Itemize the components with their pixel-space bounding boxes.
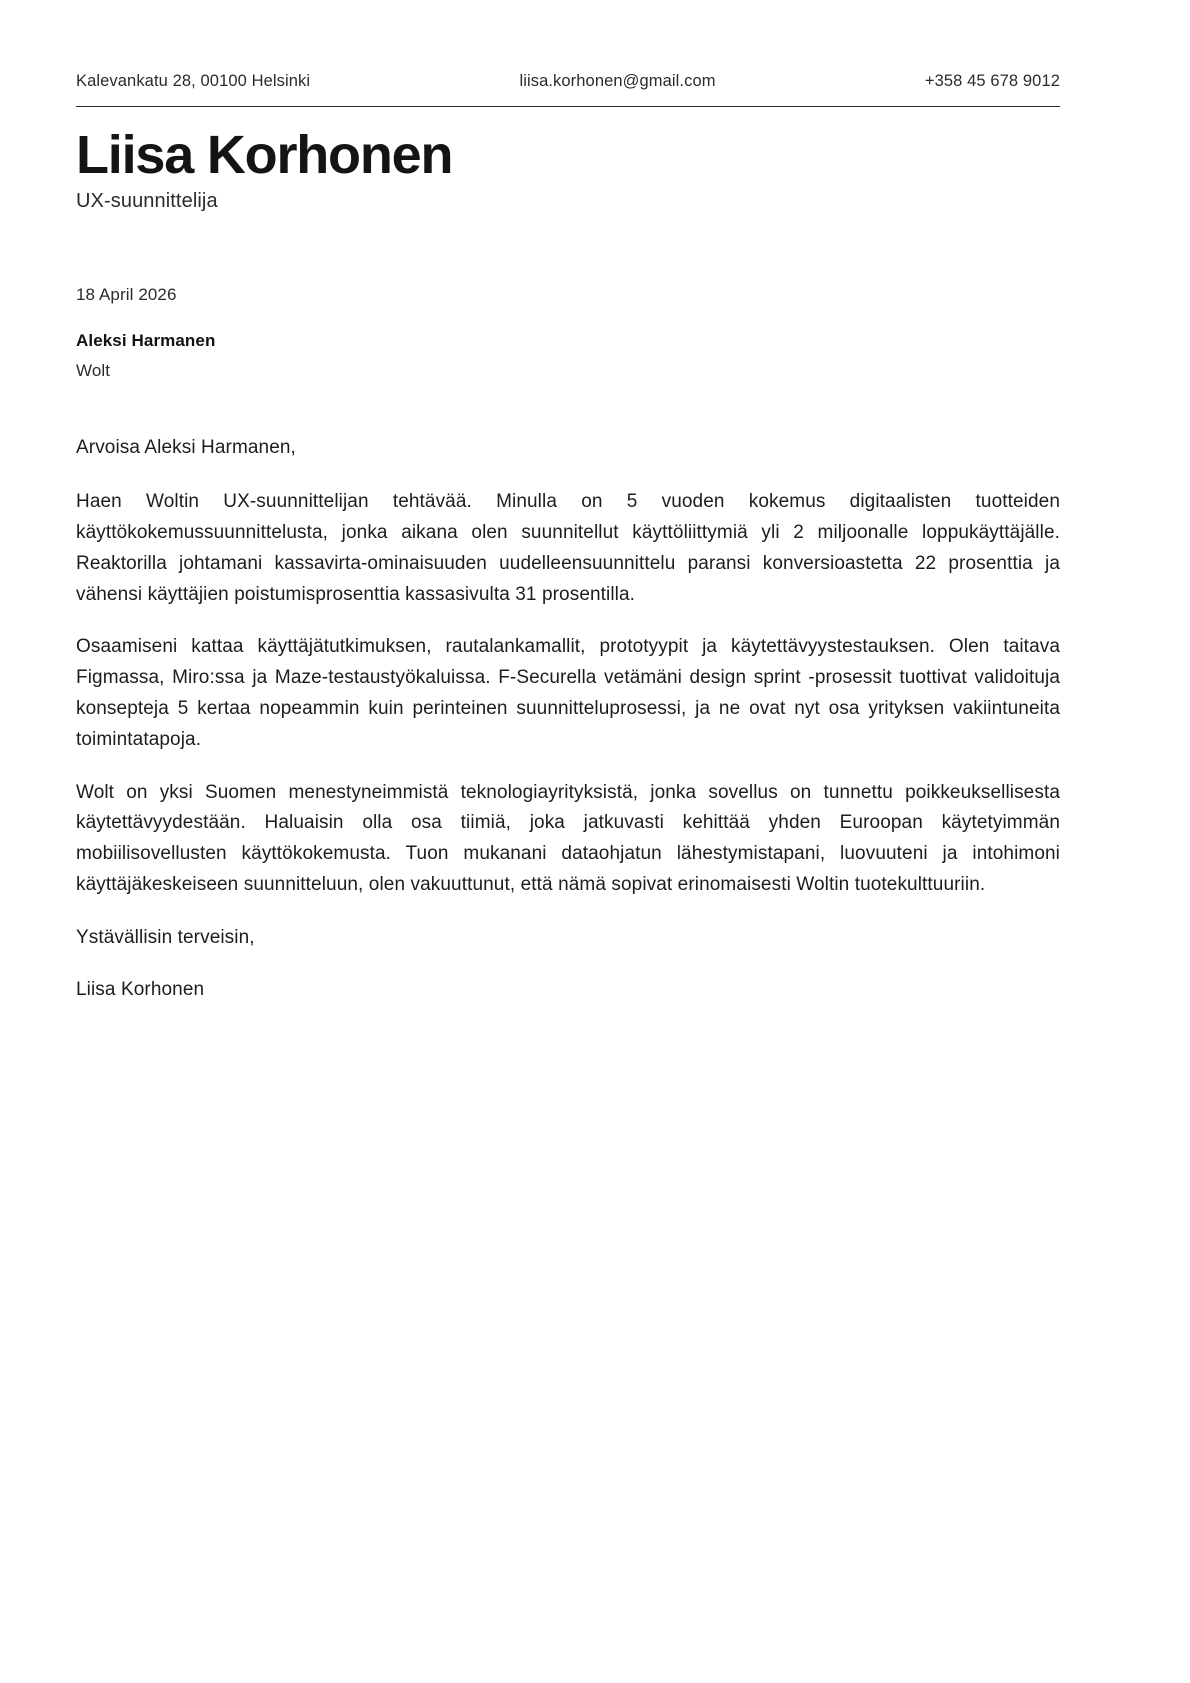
page-title: Liisa Korhonen — [76, 124, 453, 185]
letter-meta-block — [76, 285, 1060, 381]
header-divider — [76, 106, 1060, 107]
recipient-name: Aleksi Harmanen — [76, 331, 216, 351]
identity-block — [76, 124, 1060, 213]
contact-header — [76, 72, 1060, 106]
contact-phone: +358 45 678 9012 — [924, 72, 1060, 90]
job-title: UX-suunnittelija — [76, 190, 218, 213]
contact-email: liisa.korhonen@gmail.com — [519, 72, 716, 90]
body-paragraph-1: Haen Woltin UX-suunnittelijan tehtävää. Minulla on 5 vuoden kokemus digitaalisten tuotteiden käyttökokemussuunnittelusta, jonka aikana olen suunnitellut käyttöliittymiä yli 2 miljoonalle loppukäyttäjälle. Reaktorilla johtamani kassavirta-ominaisuuden uudelleensuunnittelu paransi konversioastetta 22 prosenttia ja vähensi käyttäjien poistumisprosenttia kassasivulta 31 prosentilla. — [76, 491, 1060, 605]
recipient-company: Wolt — [76, 361, 111, 381]
letter-date: 18 April 2026 — [76, 285, 177, 305]
letter-body — [76, 433, 1060, 1005]
salutation: Arvoisa Aleksi Harmanen, — [76, 437, 296, 459]
signature-name: Liisa Korhonen — [76, 979, 205, 1000]
body-paragraph-2: Osaamiseni kattaa käyttäjätutkimuksen, rautalankamallit, prototyypit ja käytettävyystestauksen. Olen taitava Figmassa, Miro:ssa ja Maze-testaustyökaluissa. F-Securella vetämäni design sprint -prosessit tuottivat validoituja konsepteja 5 kertaa nopeammin kuin perinteinen suunnitteluprosessi, ja ne ovat nyt osa yrityksen vakiintuneita toimintatapoja. — [76, 636, 1060, 750]
body-paragraph-3: Wolt on yksi Suomen menestyneimmistä teknologiayrityksistä, jonka sovellus on tunnettu poikkeuksellisesta käytettävyydestään. Haluaisin olla osa tiimiä, joka jatkuvasti kehittää yhden Euroopan käytetyimmän mobiilisovellusten käyttökokemusta. Tuon mukanani dataohjatun lähestymistapani, luovuuteni ja intohimoni käyttäjäkeskeiseen suunnitteluun, olen vakuuttunut, että nämä sopivat erinomaisesti Woltin tuotekulttuuriin. — [76, 781, 1060, 895]
closing-line: Ystävällisin terveisin, — [76, 926, 255, 948]
contact-address: Kalevankatu 28, 00100 Helsinki — [76, 72, 311, 90]
